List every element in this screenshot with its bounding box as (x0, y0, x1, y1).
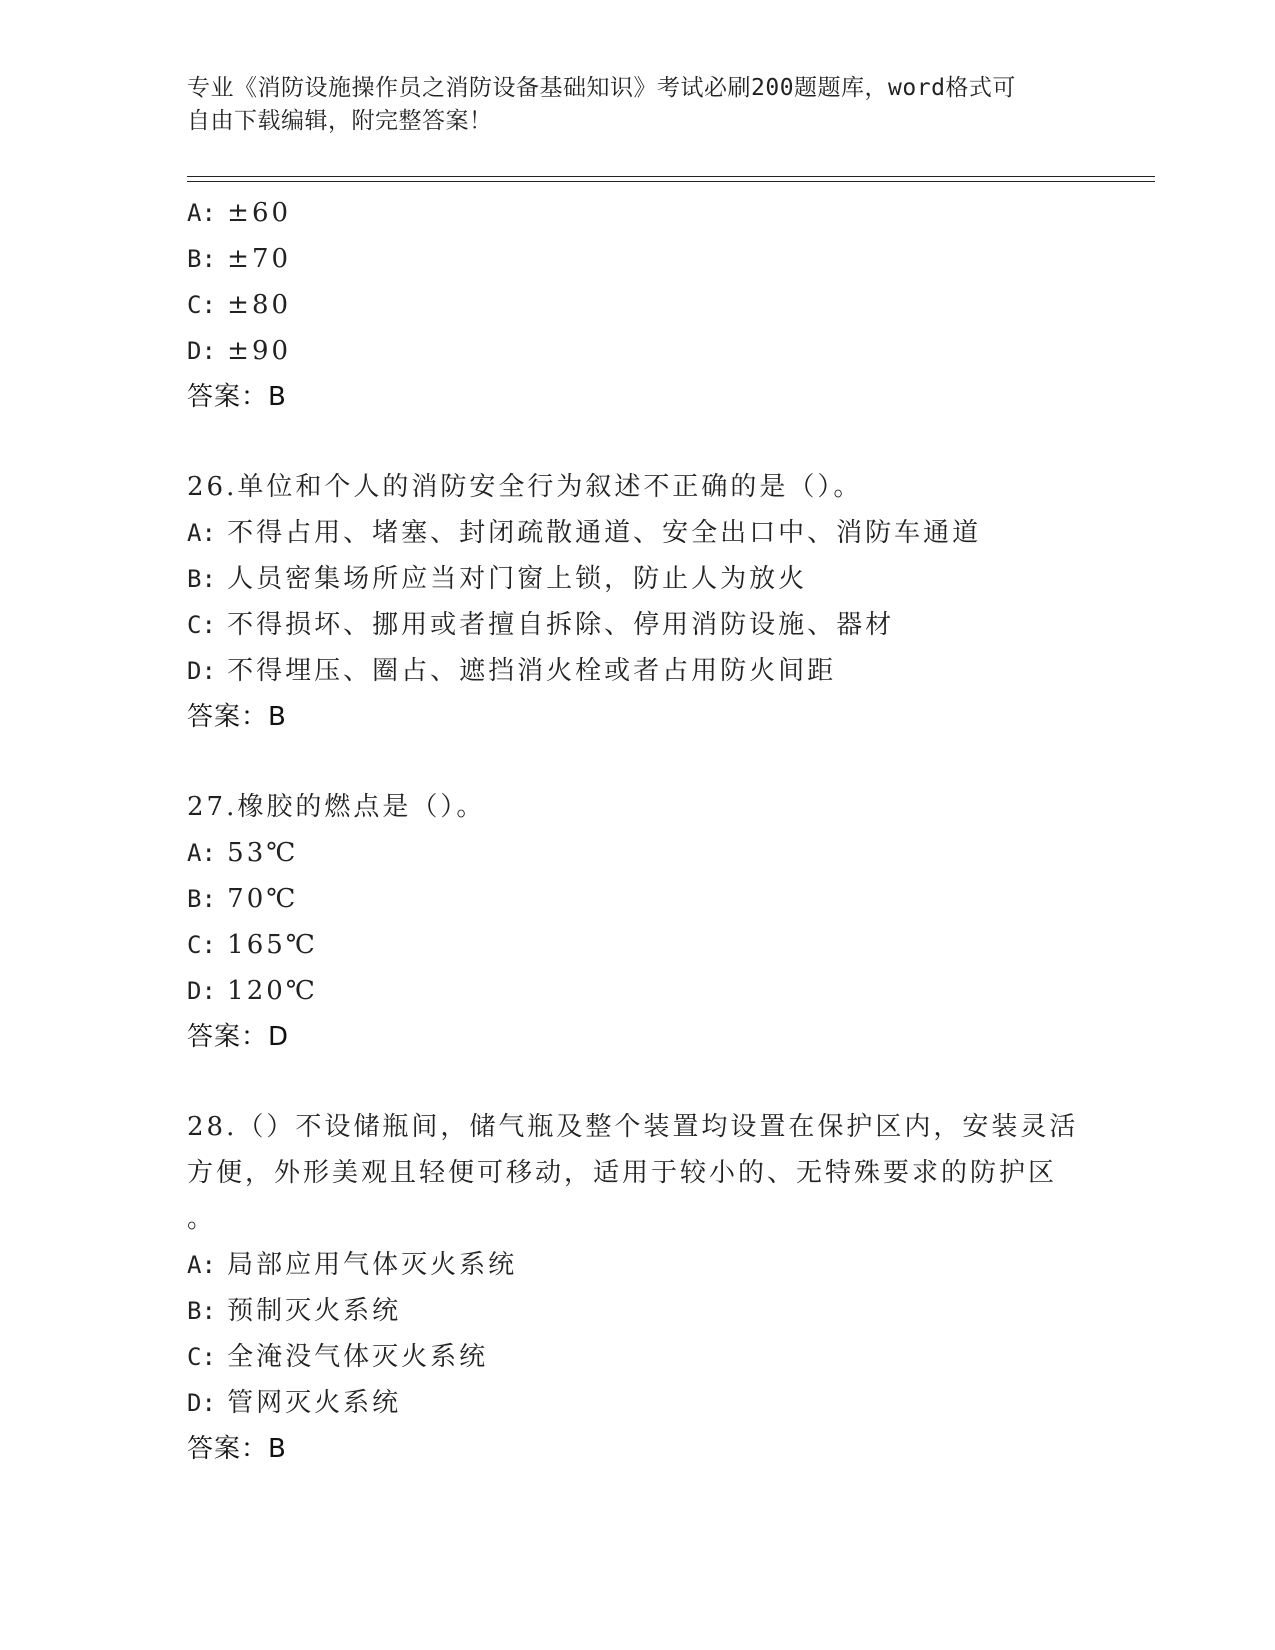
option-a (187, 830, 1087, 876)
header-divider-bottom (187, 181, 1155, 182)
option-b (187, 236, 1087, 282)
stem-line: 26.单位和个人的消防安全行为叙述不正确的是（）。 (187, 472, 863, 502)
option-letter: D: (187, 977, 216, 1005)
page-header (187, 72, 1067, 138)
option-d (187, 328, 1087, 374)
option-text: 120℃ (215, 976, 318, 1006)
option-text: 人员密集场所应当对门窗上锁，防止人为放火 (215, 564, 808, 594)
question-stem (187, 464, 1087, 510)
option-b (187, 556, 1087, 602)
option-c (187, 602, 1087, 648)
option-text: 管网灭火系统 (215, 1388, 402, 1418)
question-stem (187, 1104, 1087, 1242)
option-text: ±80 (215, 290, 292, 320)
header-line-2: 自由下载编辑，附完整答案！ (187, 108, 493, 134)
option-text: 不得埋压、圈占、遮挡消火栓或者占用防火间距 (215, 656, 837, 686)
question-26 (187, 464, 1087, 740)
option-letter: A: (187, 199, 216, 227)
stem-line: 。 (187, 1204, 217, 1234)
option-b (187, 1288, 1087, 1334)
option-letter: A: (187, 839, 216, 867)
option-letter: C: (187, 931, 216, 959)
answer: 答案：D (187, 1022, 290, 1052)
option-letter: C: (187, 291, 216, 319)
option-text: 不得损坏、挪用或者擅自拆除、停用消防设施、器材 (215, 610, 895, 640)
answer: 答案：B (187, 702, 287, 732)
question-25 (187, 190, 1087, 420)
question-list (187, 190, 1087, 1472)
answer: 答案：B (187, 382, 287, 412)
question-28 (187, 1104, 1087, 1472)
option-d (187, 1380, 1087, 1426)
option-text: 70℃ (215, 884, 299, 914)
answer: 答案：B (187, 1434, 287, 1464)
option-letter: C: (187, 611, 216, 639)
spacer (187, 1060, 1087, 1104)
option-letter: D: (187, 657, 216, 685)
option-letter: D: (187, 1389, 216, 1417)
option-d (187, 648, 1087, 694)
option-b (187, 876, 1087, 922)
option-text: 165℃ (215, 930, 318, 960)
option-letter: A: (187, 1251, 216, 1279)
option-text: ±90 (215, 336, 292, 366)
option-letter: B: (187, 1297, 216, 1325)
header-divider-top (187, 176, 1155, 177)
option-text: 53℃ (215, 838, 299, 868)
option-a (187, 1242, 1087, 1288)
option-letter: B: (187, 565, 216, 593)
option-text: 不得占用、堵塞、封闭疏散通道、安全出口中、消防车通道 (215, 518, 982, 548)
option-text: 局部应用气体灭火系统 (215, 1250, 518, 1280)
option-c (187, 1334, 1087, 1380)
spacer (187, 740, 1087, 784)
option-d (187, 968, 1087, 1014)
question-27 (187, 784, 1087, 1060)
option-text: 全淹没气体灭火系统 (215, 1342, 489, 1372)
option-text: ±60 (215, 198, 292, 228)
option-letter: B: (187, 885, 216, 913)
stem-line: 方便，外形美观且轻便可移动，适用于较小的、无特殊要求的防护区 (187, 1158, 1058, 1188)
header-line-1: 专业《消防设施操作员之消防设备基础知识》考试必刷200题题库，word格式可 (187, 75, 1016, 101)
option-a (187, 190, 1087, 236)
option-letter: A: (187, 519, 216, 547)
option-a (187, 510, 1087, 556)
option-c (187, 922, 1087, 968)
option-text: 预制灭火系统 (215, 1296, 402, 1326)
option-letter: B: (187, 245, 216, 273)
option-c (187, 282, 1087, 328)
option-letter: D: (187, 337, 216, 365)
spacer (187, 420, 1087, 464)
question-stem (187, 784, 1087, 830)
stem-line: 27.橡胶的燃点是（）。 (187, 792, 486, 822)
option-text: ±70 (215, 244, 292, 274)
option-letter: C: (187, 1343, 216, 1371)
stem-line: 28.（）不设储瓶间，储气瓶及整个装置均设置在保护区内，安装灵活 (187, 1112, 1079, 1142)
